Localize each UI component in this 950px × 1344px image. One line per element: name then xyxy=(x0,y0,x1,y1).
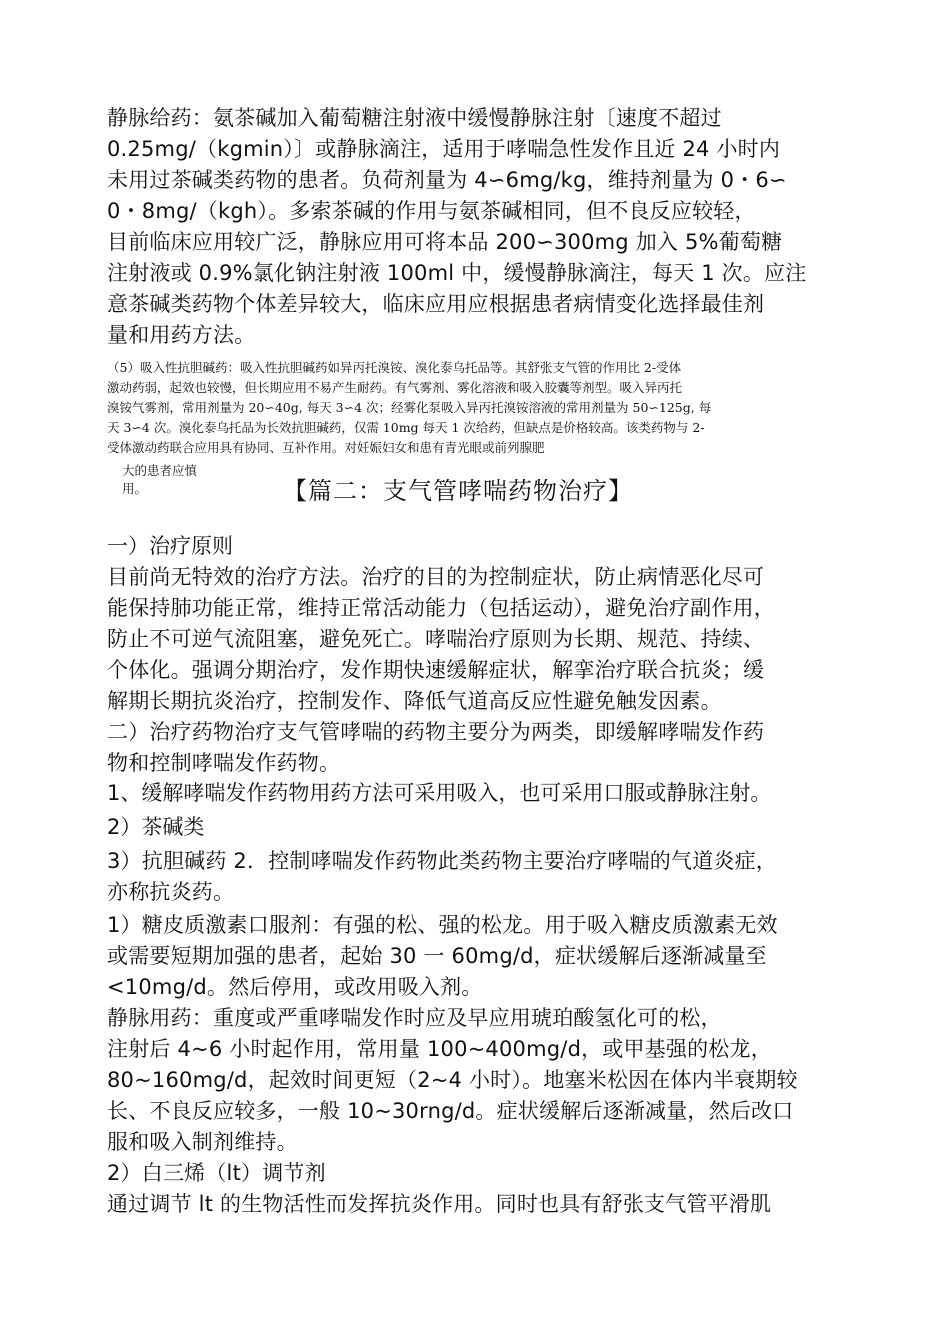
text-line: 目前临床应用较广泛，静脉应用可将本品 200∽300mg 加入 5%葡萄糖 xyxy=(107,230,783,254)
text-line: 2）白三烯（lt）调节剂 xyxy=(107,1161,326,1185)
list-item-relief-drugs: 1、缓解哮喘发作药物用药方法可采用吸入，也可采用口服或静脉注射。 xyxy=(107,781,772,805)
text-line: 个体化。强调分期治疗，发作期快速缓解症状，解挛治疗联合抗炎；缓 xyxy=(107,658,765,682)
subsection-title-treatment-principles: 一）治疗原则 xyxy=(107,534,233,558)
paragraph-tail xyxy=(122,462,197,498)
text-line: 量和用药方法。 xyxy=(107,323,256,347)
text-line: 受体激动药联合应用具有协同、互补作用。对妊娠妇女和患有青光眼或前列腺肥 xyxy=(107,440,545,455)
text-line: 或需要短期加强的患者，起始 30 一 60mg/d，症状缓解后逐渐减量至 xyxy=(107,944,767,968)
text-line: 1）糖皮质激素口服剂：有强的松、强的松龙。用于吸入糖皮质激素无效 xyxy=(107,913,778,937)
text-line: 天 3∽4 次。溴化泰乌托品为长效抗胆碱药，仅需 10mg 每天 1 次给药，但缺点是价格较高。该类药物与 2- xyxy=(107,420,705,435)
text-line: <10mg/d。然后停用，或改用吸入剂。 xyxy=(107,975,483,999)
text-line: 用。 xyxy=(122,481,148,496)
text-line: 意茶碱类药物个体差异较大，临床应用应根据患者病情变化选择最佳剂 xyxy=(107,292,765,316)
text-line: 通过调节 lt 的生物活性而发挥抗炎作用。同时也具有舒张支气管平滑肌 xyxy=(107,1192,772,1216)
paragraph-intravenous-aminophylline xyxy=(107,103,847,351)
text-line: 目前尚无特效的治疗方法。治疗的目的为控制症状，防止病情恶化尽可 xyxy=(107,565,765,589)
section-heading: 【篇二：支气管哮喘药物治疗】 xyxy=(283,477,633,505)
text-line: 激动药弱，起效也较慢，但长期应用不易产生耐药。有气雾剂、雾化溶液和吸入胶囊等剂型。吸入异丙托 xyxy=(107,380,683,395)
text-line: 亦称抗炎药。 xyxy=(107,880,235,904)
text-line: 未用过茶碱类药物的患者。负荷剂量为 4∽6mg/kg，维持剂量为 0・6∽ xyxy=(107,168,787,192)
text-line: 大的患者应慎 xyxy=(122,463,198,478)
text-line: 注射后 4~6 小时起作用，常用量 100~400mg/d，或甲基强的松龙， xyxy=(107,1037,772,1061)
text-line: 80~160mg/d，起效时间更短（2~4 小时）。地塞米松因在体内半衰期较 xyxy=(107,1068,798,1092)
list-item-theophylline: 2）茶碱类 xyxy=(107,815,205,839)
text-line: 服和吸入制剂维持。 xyxy=(107,1130,298,1154)
text-line: 解期长期抗炎治疗，控制发作、降低气道高反应性避免触发因素。 xyxy=(107,689,722,713)
paragraph-treatment-principles xyxy=(107,562,847,779)
text-line: （5）吸入性抗胆碱药：吸入性抗胆碱药如异丙托溴铵、溴化泰乌托品等。其舒张支气管的作用比 2-受体 xyxy=(107,360,682,375)
text-line: 3）抗胆碱药 2．控制哮喘发作药物此类药物主要治疗哮喘的气道炎症， xyxy=(107,849,777,873)
paragraph-corticosteroids xyxy=(107,910,847,1220)
text-line: 溴铵气雾剂，常用剂量为 20∽40g, 每天 3∽4 次；经雾化泵吸入异丙托溴铵溶液的常用剂量为 50∽125g, 每 xyxy=(107,400,712,415)
text-line: 静脉给药：氨茶碱加入葡萄糖注射液中缓慢静脉注射〔速度不超过 xyxy=(107,106,722,130)
text-line: 静脉用药：重度或严重哮喘发作时应及早应用琥珀酸氢化可的松， xyxy=(107,1006,722,1030)
text-line: 0.25mg/（kgmin）〕或静脉滴注，适用于哮喘急性发作且近 24 小时内 xyxy=(107,137,781,161)
text-line: 0・8mg/（kgh）。多索茶碱的作用与氨茶碱相同，但不良反应较轻， xyxy=(107,199,756,223)
text-line: 注射液或 0.9%氯化钠注射液 100ml 中，缓慢静脉滴注，每天 1 次。应注 xyxy=(107,261,807,285)
text-line: 长、不良反应较多，一般 10~30rng/d。症状缓解后逐渐减量，然后改口 xyxy=(107,1099,794,1123)
text-line: 二）治疗药物治疗支气管哮喘的药物主要分为两类，即缓解哮喘发作药 xyxy=(107,720,765,744)
paragraph-inhaled-anticholinergic xyxy=(107,358,842,458)
paragraph-control-drugs xyxy=(107,846,847,908)
text-line: 能保持肺功能正常，维持正常活动能力（包括运动），避免治疗副作用， xyxy=(107,596,775,620)
text-line: 物和控制哮喘发作药物。 xyxy=(107,751,341,775)
text-line: 防止不可逆气流阻塞，避免死亡。哮喘治疗原则为长期、规范、持续、 xyxy=(107,627,765,651)
